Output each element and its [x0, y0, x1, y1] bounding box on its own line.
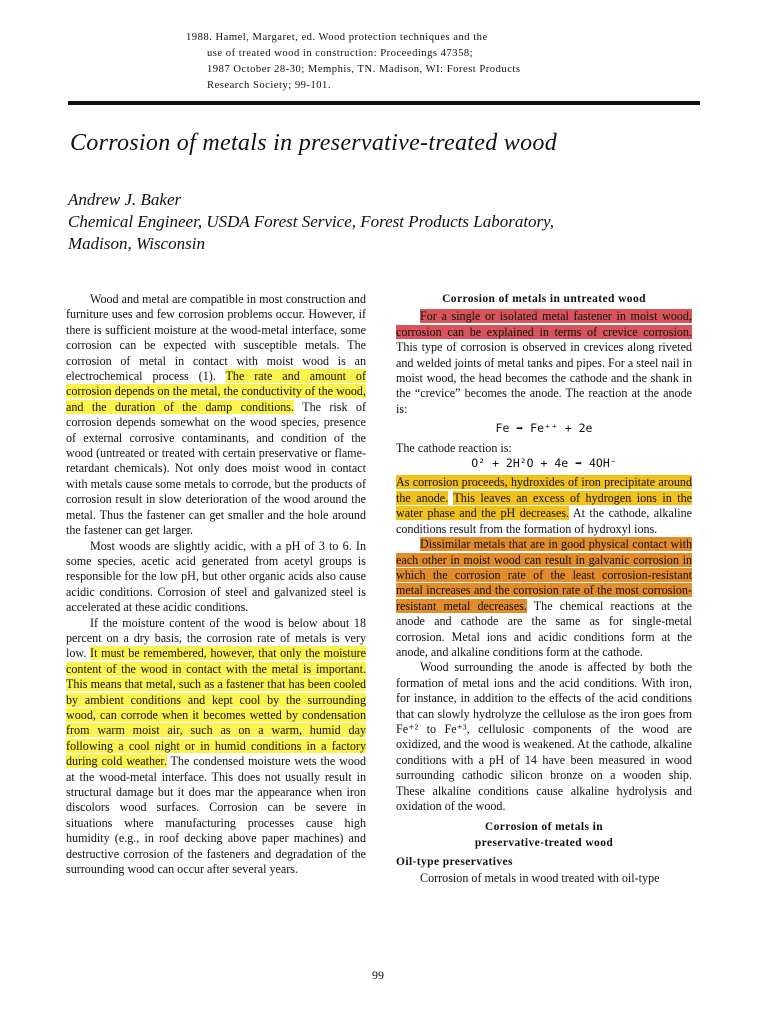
- highlighted-text: As corrosion proceeds, hydroxides of iron precipitate around the anode.: [396, 475, 692, 505]
- cathode-label: The cathode reaction is:: [396, 440, 512, 455]
- paragraph: Corrosion of metals in wood treated with oil-type: [420, 870, 660, 885]
- text-run: Wood and metal are compatible in most construction and furniture uses and few corrosion problems occur. However, if there is sufficient moisture at the wood-metal interface, some corrosion can be expected with susceptible metals. The corrosion of metal in contact with moist wood is an electrochemical process (1).: [66, 292, 366, 384]
- paragraph: Wood surrounding the anode is affected by both the formation of metal ions and the acid conditions. With iron, for instance, in addition to the effects of the acid conditions that can slowly hydrolyze the cellulose as the iron goes from Fe⁺² to Fe⁺³, cellulosic components of the wood are oxidized, and the wood is weakened. At the cathode, alkaline conditions with a pH of 14 have been measured in wood surrounding cathodic silicon bronze on a wooden ship. These alkaline conditions cause alkaline hydrolysis and oxidation of the wood.: [396, 660, 692, 813]
- paper-title: Corrosion of metals in preservative-treated wood: [70, 130, 558, 156]
- section-heading: Corrosion of metals in untreated wood: [442, 293, 646, 305]
- header-rule: [68, 101, 700, 105]
- author-position: Chemical Engineer, USDA Forest Service, Forest Products Laboratory,: [68, 212, 555, 231]
- citation-line: use of treated wood in construction: Proceedings 47358;: [207, 48, 474, 59]
- author-name: Andrew J. Baker: [68, 190, 182, 209]
- author-block: [68, 189, 554, 255]
- text-run: The condensed moisture wets the wood at the wood-metal interface. This does not usually result in structural damage but it does mar the appearance when iron discolors wood surfaces. Corrosion can be severe in situations where manufacturing processes cause high humidity (e.g., in roof decking above paper machines) and destructive corrosion of the fasteners and degradation of the surrounding wood can occur after several years.: [66, 754, 366, 877]
- right-column: [396, 292, 692, 886]
- section-heading: Corrosion of metals in: [484, 821, 604, 834]
- highlighted-text: For a single or isolated metal fastener in moist wood, corrosion can be explained in terms of crevice corrosion.: [396, 309, 692, 339]
- highlighted-text: Dissimilar metals that are in good physical contact with each other in moist wood can result in galvanic corrosion in which the corrosion rate of the least corrosion-resistant metal increases and the corrosion rate of the most corrosion-resistant metal decreases.: [396, 537, 692, 613]
- paragraph: [396, 537, 692, 660]
- text-run: The chemical reactions at the anode and cathode are the same as for single-metal corrosion. Metal ions and acidic conditions form at the anode, and alkaline conditions form at the cathode.: [396, 598, 693, 659]
- highlighted-text: The rate and amount of corrosion depends on the metal, the conductivity of the wood, and the duration of the damp conditions.: [66, 369, 366, 414]
- paragraph: [396, 309, 692, 417]
- text-run: If the moisture content of the wood is below about 18 percent on a dry basis, the corrosion rate of metals is very low.: [66, 615, 366, 661]
- paragraph: [396, 475, 692, 537]
- text-run: The risk of corrosion depends somewhat on the wood species, presence of external corrosive contaminants, and condition of the wood (untreated or treated with certain preservative or flame-retardant chemicals). Not only does moist wood in contact with metals cause some metals to corrode, but the products of corrosion result in slow deterioration of the wood around the metal. Thus the fastener can get smaller and the hole around the fastener can get larger.: [66, 399, 367, 538]
- paragraph: [66, 616, 366, 878]
- author-location: Madison, Wisconsin: [68, 234, 205, 253]
- citation-line: 1987 October 28-30; Memphis, TN. Madison, WI: Forest Products: [207, 64, 521, 75]
- subsection-heading: Oil-type preservatives: [396, 856, 513, 869]
- paragraph: Most woods are slightly acidic, with a pH of 3 to 6. In some species, acetic acid generated from acetyl groups is responsible for the low pH, but other organic acids also cause acidic conditions. Corrosion of steel and galvanized steel is accelerated at these acidic conditions.: [66, 538, 366, 615]
- citation: [186, 30, 606, 94]
- citation-line: 1988. Hamel, Margaret, ed. Wood protection techniques and the: [186, 32, 488, 43]
- paragraph: [66, 292, 366, 539]
- highlighted-text: This leaves an excess of hydrogen ions in the water phase and the pH decreases.: [396, 490, 692, 521]
- section-heading: preservative-treated wood: [474, 836, 614, 849]
- text-run: At the cathode, alkaline conditions result from the formation of hydroxyl ions.: [396, 506, 692, 536]
- equation-anode: Fe ➡ Fe⁺⁺ + 2e: [495, 421, 593, 436]
- text-run: This type of corrosion is observed in crevices along riveted and welded joints of metal tanks and pipes. For a steel nail in moist wood, the head becomes the cathode and the shank in the “crevice” becomes the anode. The reaction at the anode is:: [396, 340, 692, 416]
- left-column: [66, 292, 366, 877]
- citation-line: Research Society; 99-101.: [207, 80, 331, 91]
- equation-cathode: O² + 2H²O + 4e ➡ 4OH⁻: [471, 456, 617, 471]
- page-number: 99: [372, 968, 384, 982]
- highlighted-text: It must be remembered, however, that only the moisture content of the wood in contact with the metal is important. This means that metal, such as a fastener that has been cooled by ambient conditions and kept cool by the surrounding wood, can corrode when it becomes wetted by condensation from warm moist air, such as on a warm, humid day following a cool night or in humid conditions in a factory during cold weather.: [66, 646, 367, 769]
